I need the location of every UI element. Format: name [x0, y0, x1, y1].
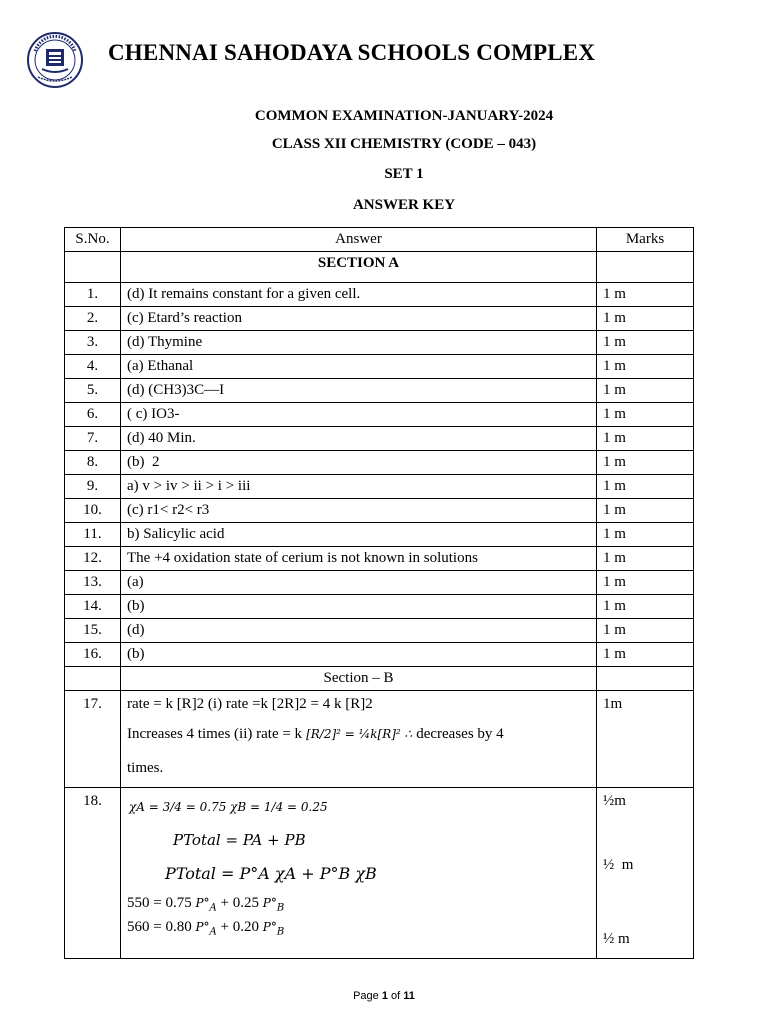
table-row — [65, 595, 694, 619]
q18-mark-2: ½ m — [603, 857, 634, 873]
row-sno: 1. — [65, 283, 121, 307]
section-b-heading: Section – B — [121, 667, 597, 691]
row-answer: (c) r1< r2< r3 — [121, 499, 597, 523]
table-row-q18 — [65, 788, 694, 959]
q18-line1: χA = 3/4 = 0.75 χB = 1/4 = 0.25 — [129, 800, 328, 814]
row-answer: (b) — [121, 595, 597, 619]
row-marks: 1 m — [597, 283, 694, 307]
row-marks: 1 m — [597, 571, 694, 595]
answer-key-table — [64, 227, 694, 959]
exam-title: COMMON EXAMINATION-JANUARY-2024 — [254, 108, 554, 124]
header-sno: S.No. — [65, 228, 121, 252]
table-row — [65, 427, 694, 451]
table-row — [65, 451, 694, 475]
table-row — [65, 499, 694, 523]
table-row — [65, 475, 694, 499]
row-marks: 1 m — [597, 379, 694, 403]
table-row — [65, 643, 694, 667]
pa-symbol: $P^\circ_A$ — [195, 896, 217, 914]
pb-symbol: $P^\circ_B$ — [262, 896, 285, 914]
section-b-row — [65, 667, 694, 691]
row-answer: (a) — [121, 571, 597, 595]
q18-line3: PTotal = P°A χA + P°B χB — [165, 864, 377, 883]
q18-mark-1: ½m — [603, 793, 626, 809]
row-answer: a) v > iv > ii > i > iii — [121, 475, 597, 499]
row-marks: 1 m — [597, 595, 694, 619]
row-sno: 16. — [65, 643, 121, 667]
row-marks: 1 m — [597, 355, 694, 379]
row-answer: (d) — [121, 619, 597, 643]
q17-answer — [121, 691, 597, 788]
row-sno: 4. — [65, 355, 121, 379]
row-sno: 13. — [65, 571, 121, 595]
table-row-q17 — [65, 691, 694, 788]
table-row — [65, 547, 694, 571]
row-sno: 8. — [65, 451, 121, 475]
table-row — [65, 307, 694, 331]
document-type: ANSWER KEY — [352, 197, 456, 213]
row-answer: b) Salicylic acid — [121, 523, 597, 547]
row-marks: 1 m — [597, 499, 694, 523]
row-sno: 9. — [65, 475, 121, 499]
row-marks: 1 m — [597, 547, 694, 571]
organization-title: CHENNAI SAHODAYA SCHOOLS COMPLEX — [108, 40, 596, 65]
row-answer: (a) Ethanal — [121, 355, 597, 379]
page-footer: Page 1 of 11 — [353, 990, 415, 1002]
header-answer: Answer — [121, 228, 597, 252]
class-subject-line: CLASS XII CHEMISTRY (CODE – 043) — [271, 136, 537, 152]
table-header-row — [65, 228, 694, 252]
q18-marks — [597, 788, 694, 959]
q17-rate-expression: [R/2]² = ¼k[R]² ∴ — [306, 727, 413, 741]
row-marks: 1 m — [597, 331, 694, 355]
row-marks: 1 m — [597, 451, 694, 475]
row-sno: 10. — [65, 499, 121, 523]
row-answer: (d) It remains constant for a given cell. — [121, 283, 597, 307]
table-row — [65, 571, 694, 595]
row-answer: (c) Etard’s reaction — [121, 307, 597, 331]
row-marks: 1 m — [597, 619, 694, 643]
row-marks: 1 m — [597, 475, 694, 499]
row-sno: 3. — [65, 331, 121, 355]
row-marks: 1 m — [597, 643, 694, 667]
table-row — [65, 379, 694, 403]
row-marks: 1 m — [597, 307, 694, 331]
row-marks: 1m — [597, 691, 694, 788]
row-marks: 1 m — [597, 523, 694, 547]
header-marks: Marks — [597, 228, 694, 252]
row-marks: 1 m — [597, 403, 694, 427]
row-answer: (b) — [121, 643, 597, 667]
table-row — [65, 523, 694, 547]
pb-symbol: $P^\circ_B$ — [262, 920, 285, 938]
set-label: SET 1 — [384, 166, 424, 182]
q18-line2: PTotal = PA + PB — [173, 831, 306, 849]
row-sno: 17. — [65, 691, 121, 788]
row-answer: (d) 40 Min. — [121, 427, 597, 451]
row-sno: 14. — [65, 595, 121, 619]
row-answer: ( c) IO3- — [121, 403, 597, 427]
q17-line1: rate = k [R]2 (i) rate =k [2R]2 = 4 k [R]2 — [127, 696, 373, 712]
row-answer: The +4 oxidation state of cerium is not known in solutions — [121, 547, 597, 571]
row-sno: 5. — [65, 379, 121, 403]
school-logo — [26, 31, 84, 89]
pa-symbol: $P^\circ_A$ — [195, 920, 217, 938]
row-answer: (d) Thymine — [121, 331, 597, 355]
q18-mark-3: ½ m — [603, 931, 630, 947]
section-a-heading: SECTION A — [121, 252, 597, 283]
section-a-row — [65, 252, 694, 283]
table-row — [65, 331, 694, 355]
row-answer: (d) (CH3)3C—I — [121, 379, 597, 403]
q18-line4: 550 = 0.75 $P^\circ_A + 0.25$ $P^\circ_B$ — [127, 895, 285, 914]
q17-line3: times. — [127, 760, 164, 776]
table-row — [65, 283, 694, 307]
q17-line2: Increases 4 times (ii) rate = k [R/2]² = ¼k[R]² ∴ decreases by 4 — [127, 717, 590, 751]
row-sno: 18. — [65, 788, 121, 959]
row-sno: 15. — [65, 619, 121, 643]
row-sno: 2. — [65, 307, 121, 331]
table-row — [65, 403, 694, 427]
row-sno: 6. — [65, 403, 121, 427]
q18-answer — [121, 788, 597, 959]
table-row — [65, 355, 694, 379]
row-sno: 12. — [65, 547, 121, 571]
q18-line5: 560 = 0.80 $P^\circ_A + 0.20$ $P^\circ_B$ — [127, 919, 285, 938]
row-answer: (b) 2 — [121, 451, 597, 475]
row-sno: 7. — [65, 427, 121, 451]
table-row — [65, 619, 694, 643]
row-marks: 1 m — [597, 427, 694, 451]
row-sno: 11. — [65, 523, 121, 547]
